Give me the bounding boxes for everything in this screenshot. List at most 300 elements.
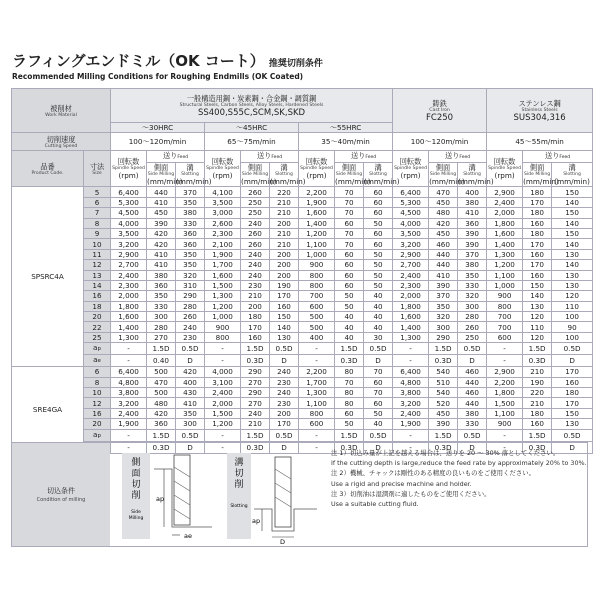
work-material-header: 被削材 Work Material [12,89,111,133]
value-cell: 40 [335,322,364,332]
value-cell: 130 [552,419,593,429]
value-cell: 290 [241,388,270,398]
value-cell: 160 [523,218,552,228]
value-cell: 160 [523,419,552,429]
size-cell: 16 [84,291,111,301]
size-cell: 18 [84,301,111,311]
feed-header: 送りFeed [523,151,593,163]
size-cell: 20 [84,419,111,429]
value-cell: 4,800 [393,377,429,387]
table-row [12,355,593,367]
slot-endmill-body [275,457,291,527]
value-cell: 40 [364,419,393,429]
value-cell: 390 [429,419,458,429]
table-row [12,419,593,429]
table-row [12,218,593,228]
value-cell: 60 [364,398,393,408]
value-cell: 1.5D [335,429,364,441]
value-cell: 470 [147,377,176,387]
value-cell: 1,900 [393,419,429,429]
value-cell: 80 [335,398,364,408]
value-cell: 350 [147,291,176,301]
value-cell: 370 [429,291,458,301]
value-cell: 170 [523,260,552,270]
value-cell: 900 [487,419,523,429]
value-cell: 800 [205,332,241,342]
side-milling-header: 側面 Side Milling (mm/min) [147,163,183,187]
spindle-header: 回転数 Spindle Speed (rpm) [393,151,429,187]
value-cell: 130 [552,270,593,280]
value-cell: 600 [299,419,335,429]
table-row [12,377,593,387]
value-cell: 50 [364,408,393,418]
value-cell: 1,600 [205,270,241,280]
value-cell: 150 [552,208,593,218]
size-cell: 16 [84,408,111,418]
size-cell: 11 [84,249,111,259]
value-cell: 1,600 [299,208,335,218]
value-cell: 150 [552,187,593,197]
value-cell: 0.5D [270,343,299,355]
value-cell: 350 [176,260,205,270]
value-cell: - [299,355,335,367]
value-cell: - [487,343,523,355]
value-cell: 210 [270,239,299,249]
value-cell: 400 [458,187,487,197]
value-cell: 600 [487,332,523,342]
value-cell: 60 [364,208,393,218]
value-cell: 120 [523,332,552,342]
value-cell: 160 [523,270,552,280]
slot-label-1: 溝 [234,458,244,468]
value-cell: 200 [270,260,299,270]
note-2: 注 2）機械、チャックは剛性のある精度の良いものをご使用ください。 [331,469,536,478]
value-cell: 0.5D [176,343,205,355]
value-cell: 70 [335,197,364,207]
value-cell: 4,800 [111,377,147,387]
spindle-header: 回転数 Spindle Speed (rpm) [205,151,241,187]
value-cell: 310 [176,280,205,290]
size-cell: 13 [84,270,111,280]
value-cell: 180 [552,388,593,398]
value-cell: D [176,355,205,367]
value-cell: 500 [299,312,335,322]
value-cell: 2,400 [111,408,147,418]
table-row [12,301,593,311]
value-cell: 50 [335,301,364,311]
value-cell: 1,100 [299,398,335,408]
stainless-header: ステンレス鋼 Stainless Steels SUS304,316 [487,89,593,133]
value-cell: 230 [270,398,299,408]
hardness-45: ～45HRC [205,123,299,133]
value-cell: 100 [552,312,593,322]
value-cell: 1,600 [487,228,523,238]
value-cell: 800 [299,280,335,290]
value-cell: 300 [176,419,205,429]
value-cell: 1,100 [299,239,335,249]
speed-cell: 65～75m/min [205,133,299,151]
value-cell: 1.5D [429,343,458,355]
note-1: 注 1）切込み量が上記を越える場合は、送りを 20 ～ 30% 落としてください。 [331,449,560,457]
value-cell: 450 [147,208,176,218]
value-cell: - [205,429,241,441]
cast-iron-header: 鋳鉄 Cast Iron FC250 [393,89,487,133]
value-cell: - [205,441,241,453]
value-cell: 410 [176,398,205,408]
slotting-header: 溝 Slotting (mm/min) [176,163,212,187]
value-cell: 500 [147,367,176,377]
value-cell: 250 [458,332,487,342]
value-cell: 350 [429,301,458,311]
value-cell: 40 [364,301,393,311]
value-cell: 80 [335,367,364,377]
value-cell: 1.5D [523,429,552,441]
page-subtitle: Recommended Milling Conditions for Roughing Endmills (OK Coated) [12,72,304,81]
value-cell: 0.3D [241,441,270,453]
value-cell: 440 [147,187,176,197]
value-cell: 0.5D [552,429,593,441]
value-cell: 210 [270,228,299,238]
value-cell: 1.5D [147,343,176,355]
value-cell: D [458,355,487,367]
value-cell: 420 [429,218,458,228]
value-cell: 240 [241,249,270,259]
value-cell: 70 [335,239,364,249]
feed-header: 送りFeed [429,151,487,163]
value-cell: 2,400 [393,408,429,418]
value-cell: 1,300 [299,388,335,398]
value-cell: - [393,441,429,453]
value-cell: 380 [458,408,487,418]
size-cell: 6 [84,367,111,377]
value-cell: 230 [176,332,205,342]
value-cell: 510 [429,377,458,387]
value-cell: 1.5D [147,429,176,441]
value-cell: 320 [176,270,205,280]
value-cell: 300 [429,322,458,332]
value-cell: 460 [458,388,487,398]
side-milling-label-4: 削 [131,491,141,501]
size-cell: 6 [84,197,111,207]
size-cell: 10 [84,239,111,249]
slotting-header: 溝 Slotting (mm/min) [552,163,593,187]
value-cell: 220 [270,187,299,197]
value-cell: 260 [458,322,487,332]
value-cell: - [299,429,335,441]
table-row [12,429,593,441]
side-milling-header: 側面 Side Milling (mm/min) [335,163,371,187]
value-cell: 1,800 [487,388,523,398]
value-cell: D [176,441,205,453]
slot-label-2: 切 [234,469,244,479]
value-cell: 50 [364,218,393,228]
value-cell: 120 [552,291,593,301]
value-cell: 160 [270,301,299,311]
value-cell: 270 [241,398,270,408]
size-cell: 7 [84,208,111,218]
value-cell: 1,700 [205,260,241,270]
value-cell: 2,900 [393,249,429,259]
value-cell: 350 [176,408,205,418]
value-cell: 330 [458,280,487,290]
value-cell: 90 [552,322,593,332]
value-cell: 70 [364,388,393,398]
table-row [12,187,593,197]
value-cell: 180 [523,228,552,238]
value-cell: 540 [429,367,458,377]
value-cell: 0.5D [176,429,205,441]
hardness-55: ～55HRC [299,123,393,133]
table-row [12,312,593,322]
value-cell: 2,300 [111,280,147,290]
value-cell: 410 [147,249,176,259]
value-cell: 2,700 [393,260,429,270]
value-cell: 140 [552,260,593,270]
value-cell: 2,200 [299,187,335,197]
value-cell: 6,400 [393,367,429,377]
value-cell: 100 [552,332,593,342]
table-row [12,367,593,377]
value-cell: 260 [176,312,205,322]
note-3-en: Use a suitable cutting fluid. [331,500,419,509]
side-milling-label-2: 面 [131,469,141,479]
value-cell: 2,700 [111,260,147,270]
table-row [12,197,593,207]
value-cell: 360 [176,239,205,249]
value-cell: 1,900 [205,249,241,259]
value-cell: 150 [552,228,593,238]
value-cell: 0.3D [429,441,458,453]
value-cell: 60 [335,218,364,228]
value-cell: 170 [523,239,552,249]
value-cell: 2,000 [487,208,523,218]
value-cell: 60 [364,197,393,207]
value-cell: 200 [270,249,299,259]
value-cell: 110 [523,322,552,332]
value-cell: 0.5D [552,343,593,355]
value-cell: 40 [335,332,364,342]
value-cell: 210 [270,197,299,207]
value-cell: 4,500 [111,208,147,218]
table-row [12,249,593,259]
value-cell: 380 [176,208,205,218]
value-cell: 140 [552,218,593,228]
value-cell: 1,000 [487,280,523,290]
note-3: 注 3）切削油は湿潤剤に適したものをご使用ください。 [331,489,491,498]
value-cell: 3,000 [205,208,241,218]
slot-label-3: 削 [234,480,244,490]
value-cell: 800 [299,408,335,418]
size-cell: 5 [84,187,111,197]
value-cell: 50 [335,291,364,301]
value-cell: 1,300 [205,291,241,301]
value-cell: 70 [335,208,364,218]
value-cell: - [111,429,147,441]
value-cell: 900 [487,291,523,301]
value-cell: 1,400 [393,322,429,332]
value-cell: 0.5D [364,343,393,355]
table-row [12,270,593,280]
value-cell: - [111,355,147,367]
slot-ap-label: ap [252,517,261,525]
value-cell: 1,800 [393,301,429,311]
value-cell: 200 [270,408,299,418]
value-cell: 60 [335,280,364,290]
value-cell: - [205,355,241,367]
value-cell: 320 [429,312,458,322]
value-cell: 70 [335,377,364,387]
value-cell: 210 [523,398,552,408]
speed-cell: 100～120m/min [393,133,487,151]
value-cell: 160 [552,377,593,387]
hardness-30: ～30HRC [111,123,205,133]
value-cell: 1,700 [299,377,335,387]
value-cell: 150 [270,312,299,322]
slotting-header: 溝 Slotting (mm/min) [270,163,306,187]
value-cell: 370 [176,187,205,197]
value-cell: - [393,343,429,355]
size-header: 寸法 Size [84,151,111,187]
value-cell: 450 [429,228,458,238]
size-cell: 8 [84,377,111,387]
side-milling-header: 側面 Side Milling (mm/min) [523,163,559,187]
value-cell: 70 [335,187,364,197]
value-cell: 150 [523,280,552,290]
value-cell: 900 [205,322,241,332]
slotting-header: 溝 Slotting (mm/min) [458,163,494,187]
value-cell: 6,400 [111,187,147,197]
value-cell: 370 [458,249,487,259]
value-cell: 40 [335,312,364,322]
table-row [12,228,593,238]
value-cell: 260 [241,187,270,197]
value-cell: 380 [458,197,487,207]
value-cell: 170 [270,291,299,301]
value-cell: 130 [523,301,552,311]
value-cell: D [552,355,593,367]
value-cell: 60 [335,260,364,270]
value-cell: 360 [147,419,176,429]
value-cell: 4,000 [205,367,241,377]
value-cell: 0.3D [335,441,364,453]
value-cell: 1.5D [523,343,552,355]
note-2-en: Use a rigid and precise machine and holder. [331,479,472,488]
table-row [12,260,593,270]
value-cell: 480 [429,208,458,218]
value-cell: 140 [523,291,552,301]
value-cell: D [364,355,393,367]
value-cell: 4,100 [205,187,241,197]
slot-d-label: D [280,538,286,546]
value-cell: 180 [241,312,270,322]
value-cell: 1,300 [487,249,523,259]
value-cell: 1,200 [299,228,335,238]
value-cell: 290 [429,332,458,342]
page-title: ラフィングエンドミル（OK コート） 推奨切削条件 [12,52,323,70]
value-cell: 470 [429,187,458,197]
value-cell: 330 [147,301,176,311]
value-cell: 440 [458,377,487,387]
value-cell: 1,200 [205,419,241,429]
value-cell: 2,900 [487,367,523,377]
speed-cell: 100～120m/min [111,133,205,151]
value-cell: 2,400 [487,197,523,207]
speed-cell: 45～55m/min [487,133,593,151]
value-cell: 400 [176,377,205,387]
value-cell: - [299,441,335,453]
value-cell: 0.5D [270,429,299,441]
value-cell: 700 [299,291,335,301]
size-cell: 12 [84,398,111,408]
value-cell: 2,400 [111,270,147,280]
value-cell: 1,500 [205,408,241,418]
value-cell: 1,000 [205,312,241,322]
value-cell: 390 [458,239,487,249]
value-cell: 440 [429,249,458,259]
value-cell: 1,400 [487,239,523,249]
value-cell: 800 [487,301,523,311]
value-cell: 3,200 [393,398,429,408]
value-cell: 240 [176,322,205,332]
value-cell: 600 [299,301,335,311]
value-cell: 3,800 [393,388,429,398]
value-cell: 420 [147,408,176,418]
value-cell: 260 [241,228,270,238]
side-milling-en-1: Side [131,510,141,515]
value-cell: 4,000 [393,218,429,228]
value-cell: 450 [429,408,458,418]
value-cell: 130 [552,249,593,259]
value-cell: 410 [429,270,458,280]
table-row [12,208,593,218]
value-cell: 410 [458,208,487,218]
value-cell: 2,300 [393,280,429,290]
value-cell: 240 [241,260,270,270]
value-cell: 380 [147,270,176,280]
value-cell: 420 [147,239,176,249]
value-cell: 40 [364,322,393,332]
value-cell: 30 [364,332,393,342]
value-cell: 250 [241,197,270,207]
value-cell: 1,100 [487,270,523,280]
notes [331,448,593,509]
value-cell: 500 [299,322,335,332]
value-cell: 230 [241,280,270,290]
side-milling-header: 側面 Side Milling (mm/min) [429,163,465,187]
value-cell: 70 [335,228,364,238]
value-cell: 0.5D [364,429,393,441]
value-cell: 1,600 [393,312,429,322]
product-code-header: 品番 Product Code. [12,151,84,187]
side-milling-header: 側面 Side Milling (mm/min) [241,163,277,187]
value-cell: 240 [270,367,299,377]
value-cell: 40 [364,312,393,322]
size-cell: 20 [84,312,111,322]
value-cell: 170 [552,398,593,408]
feed-header: 送りFeed [241,151,299,163]
value-cell: - [205,343,241,355]
size-cell: ap [84,343,111,355]
value-cell: 180 [523,208,552,218]
value-cell: 1,500 [487,398,523,408]
value-cell: 210 [523,367,552,377]
value-cell: 180 [523,187,552,197]
cutting-speed-header: 切削速度 Cutting Speed [12,133,111,151]
value-cell: 6,400 [111,367,147,377]
size-cell: 14 [84,280,111,290]
value-cell: 390 [458,228,487,238]
value-cell: 2,900 [111,249,147,259]
